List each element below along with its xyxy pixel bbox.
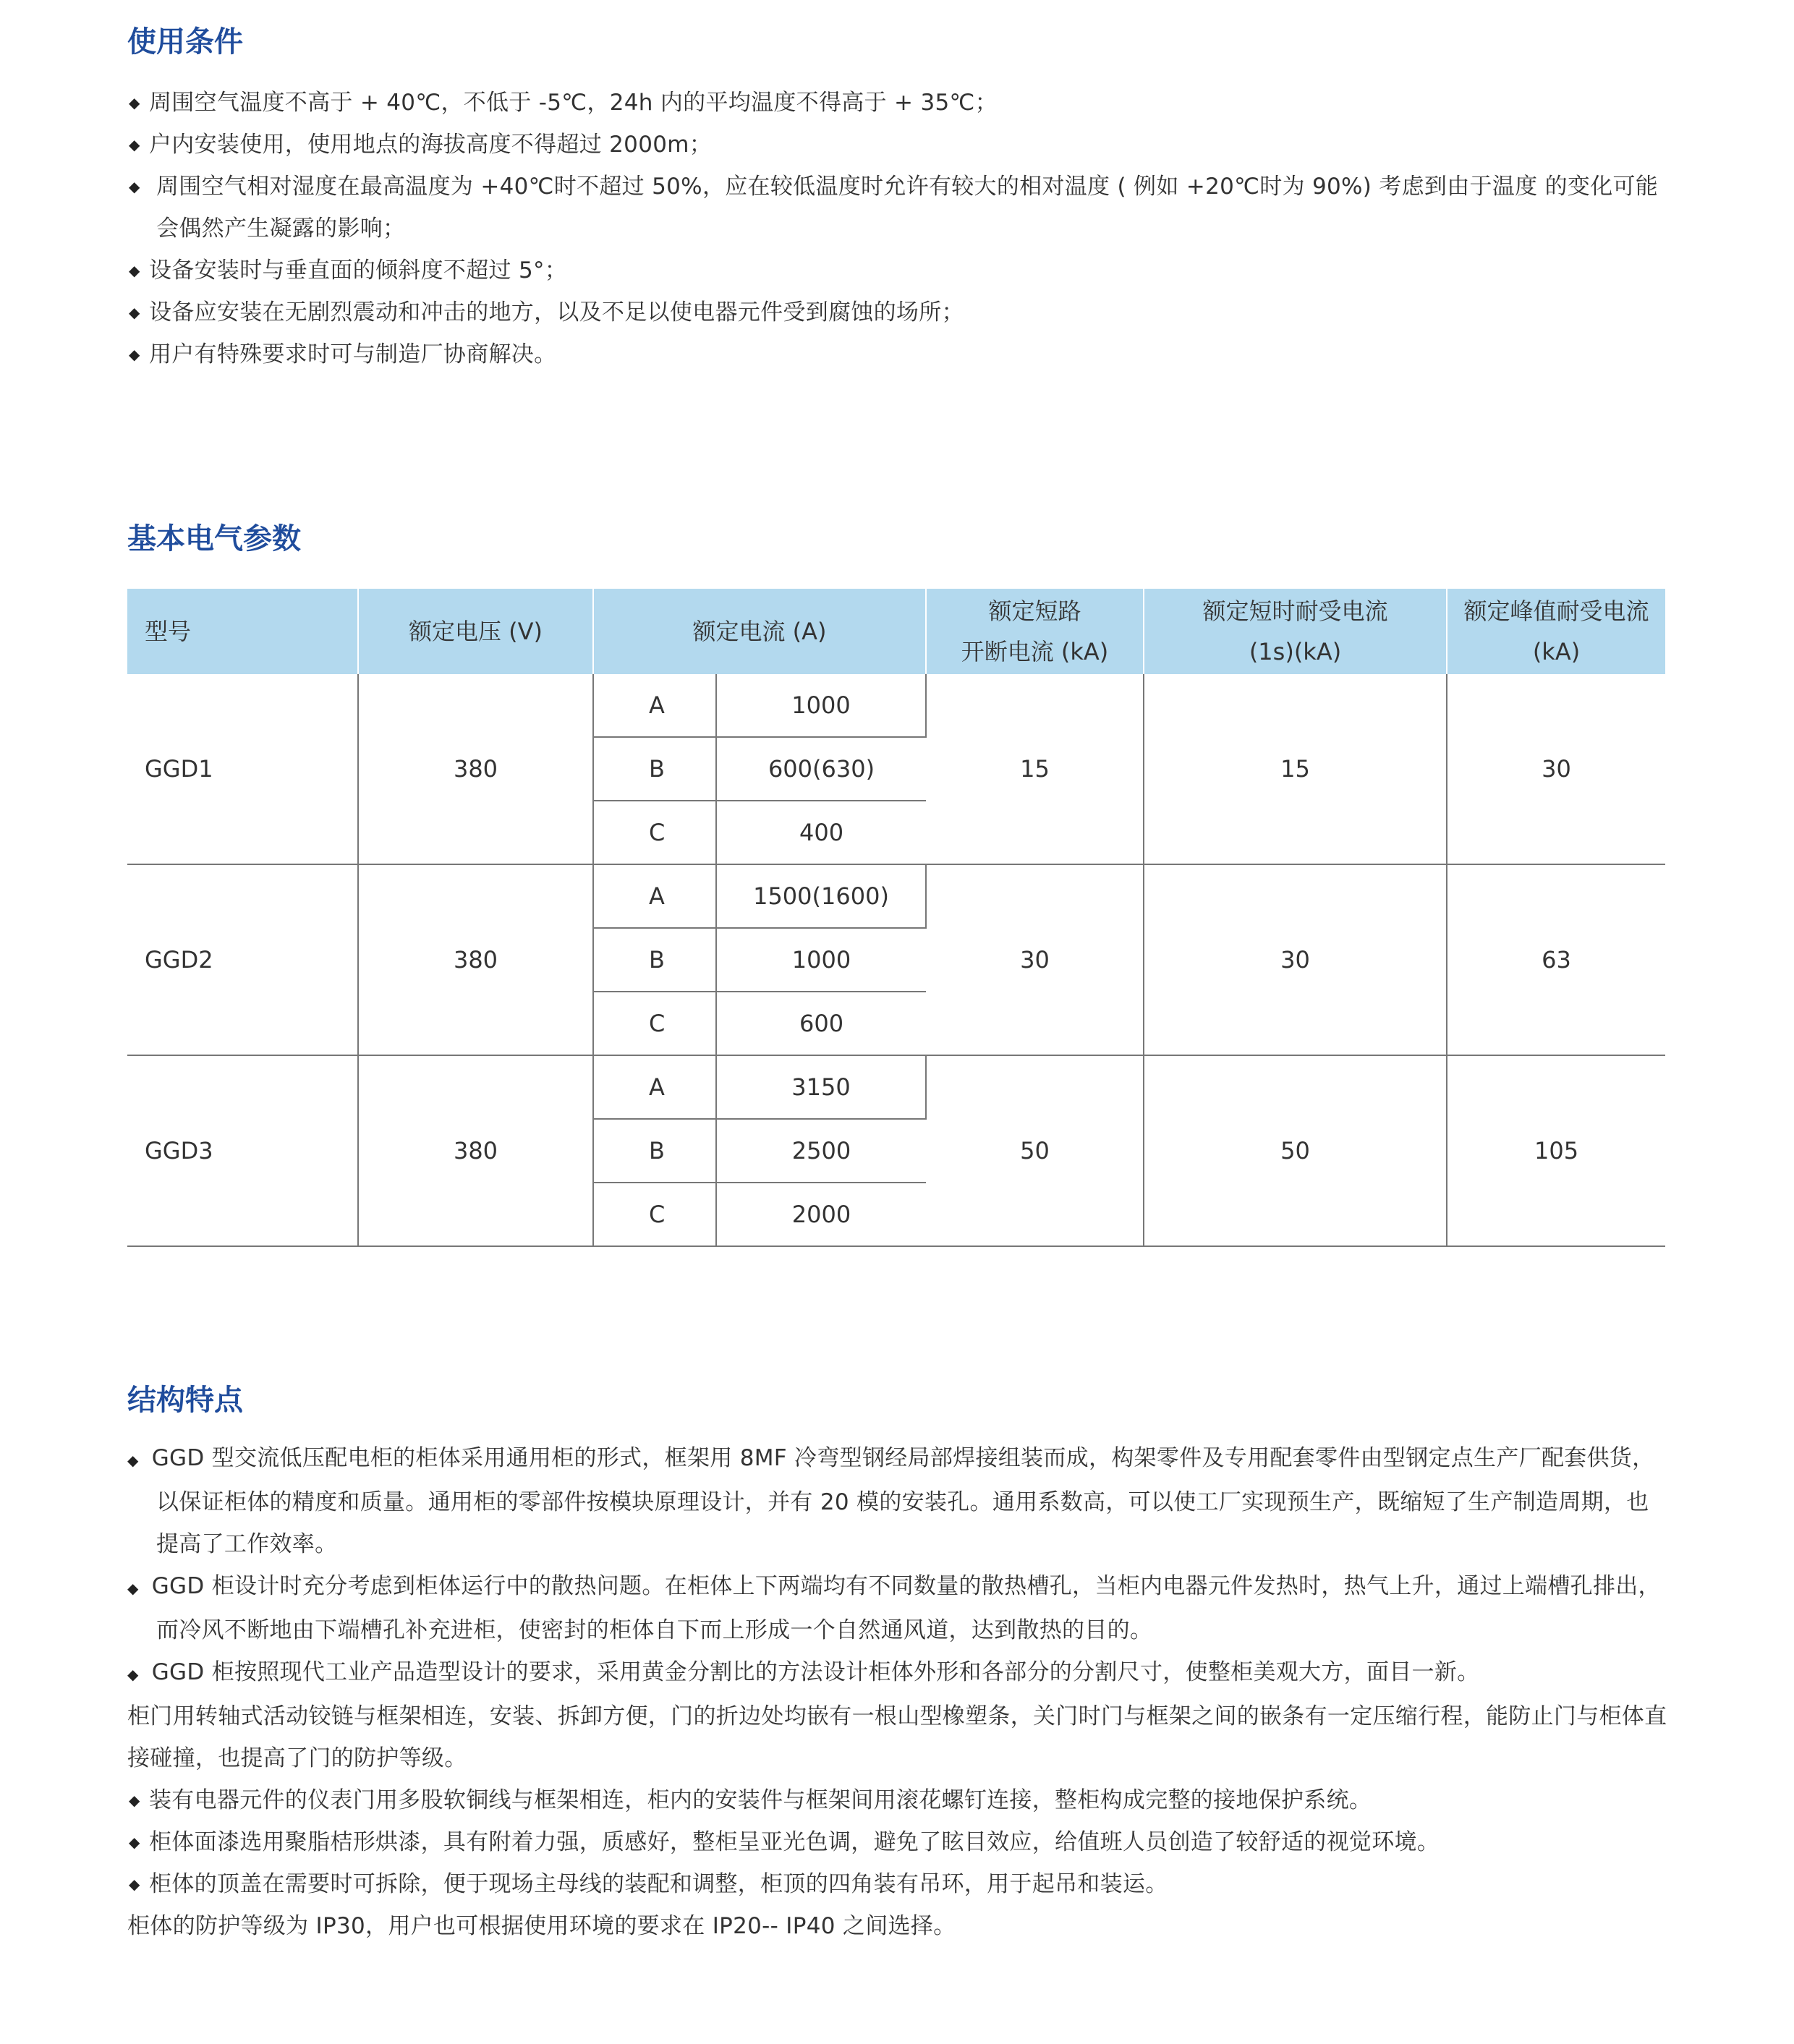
cell-breaking: 15 <box>926 674 1144 864</box>
cell-voltage: 380 <box>358 674 593 864</box>
list-item: 柜门用转轴式活动铰链与框架相连，安装、拆卸方便，门的折边处均嵌有一根山型橡塑条，关门时门与框架之间的嵌条有一定压缩行程，能防止门与柜体直接碰撞，也提高了门的防护等级。 <box>127 1703 1667 1771</box>
list-item: ◆ 柜体的顶盖在需要时可拆除，便于现场主母线的装配和调整，柜顶的四角装有吊环，用于起吊和装运。 <box>127 1863 1668 1905</box>
cell-grade: B <box>593 737 716 801</box>
diamond-bullet-icon: ◆ <box>129 346 140 363</box>
cell-peak: 30 <box>1447 674 1665 864</box>
cell-grade: C <box>593 1183 716 1246</box>
cell-current: 2500 <box>716 1119 926 1183</box>
cell-current: 1500(1600) <box>716 864 926 928</box>
diamond-bullet-icon: ◆ <box>129 1875 140 1893</box>
cell-peak: 105 <box>1447 1055 1665 1246</box>
cell-voltage: 380 <box>358 864 593 1055</box>
header-short-time: 额定短时耐受电流 (1s)(kA) <box>1144 589 1447 674</box>
diamond-bullet-icon: ◆ <box>129 304 140 321</box>
cell-grade: A <box>593 864 716 928</box>
diamond-bullet-icon: ◆ <box>129 178 140 195</box>
cell-grade: C <box>593 801 716 864</box>
cell-current: 1000 <box>716 674 926 737</box>
cell-breaking: 50 <box>926 1055 1144 1246</box>
cell-short-time: 50 <box>1144 1055 1447 1246</box>
list-item: ◆ 周围空气温度不高于 + 40℃，不低于 -5℃，24h 内的平均温度不得高于 + 35℃； <box>127 82 1668 124</box>
list-item: ◆ 设备应安装在无剧烈震动和冲击的地方，以及不足以使电器元件受到腐蚀的场所； <box>127 291 1668 333</box>
diamond-bullet-icon: ◆ <box>129 262 140 279</box>
table-row <box>127 674 1665 737</box>
params-title: 基本电气参数 <box>127 522 301 555</box>
diamond-bullet-icon: ◆ <box>129 94 140 111</box>
diamond-bullet-icon: ◆ <box>127 1666 139 1683</box>
cell-breaking: 30 <box>926 864 1144 1055</box>
cell-model: GGD3 <box>127 1055 358 1246</box>
cell-current: 3150 <box>716 1055 926 1119</box>
cell-grade: B <box>593 928 716 992</box>
diamond-bullet-icon: ◆ <box>129 136 140 153</box>
list-item: ◆ 设备安装时与垂直面的倾斜度不超过 5°； <box>127 250 1668 291</box>
list-item: ◆ 户内安装使用，使用地点的海拔高度不得超过 2000m； <box>127 124 1668 166</box>
cell-current: 600(630) <box>716 737 926 801</box>
conditions-title: 使用条件 <box>127 25 243 59</box>
list-item: ◆ GGD 柜设计时充分考虑到柜体运行中的散热问题。在柜体上下两端均有不同数量的散热槽孔，当柜内电器元件发热时，热气上升，通过上端槽孔排出，而冷风不断地由下端槽孔补充进柜，使密封的柜体自下而上形成一个自然通风道，达到散热的目的。 <box>127 1573 1661 1643</box>
header-current: 额定电流 (A) <box>593 589 926 674</box>
diamond-bullet-icon: ◆ <box>127 1452 139 1469</box>
cell-current: 400 <box>716 801 926 864</box>
diamond-bullet-icon: ◆ <box>129 1834 140 1851</box>
cell-current: 1000 <box>716 928 926 992</box>
header-peak: 额定峰值耐受电流 (kA) <box>1447 589 1665 674</box>
list-item: ◆ 装有电器元件的仪表门用多股软铜线与框架相连，柜内的安装件与框架间用滚花螺钉连接，整柜构成完整的接地保护系统。 <box>127 1779 1668 1821</box>
structure-title: 结构特点 <box>127 1384 243 1417</box>
cell-voltage: 380 <box>358 1055 593 1246</box>
cell-short-time: 30 <box>1144 864 1447 1055</box>
header-voltage: 额定电压 (V) <box>358 589 593 674</box>
list-item: ◆ 周围空气相对湿度在最高温度为 +40℃时不超过 50%，应在较低温度时允许有较大的相对温度 ( 例如 +20℃时为 90%) 考虑到由于温度 的变化可能会偶然产生凝露的影响； <box>127 166 1668 250</box>
list-item: ◆ GGD 柜按照现代工业产品造型设计的要求，采用黄金分割比的方法设计柜体外形和各部分的分割尺寸，使整柜美观大方，面目一新。 <box>127 1659 1480 1685</box>
cell-peak: 63 <box>1447 864 1665 1055</box>
list-item: ◆ 用户有特殊要求时可与制造厂协商解决。 <box>127 333 1668 375</box>
params-table <box>127 589 1665 1247</box>
cell-current: 600 <box>716 992 926 1055</box>
list-item: 柜体的防护等级为 IP30，用户也可根据使用环境的要求在 IP20-- IP40 之间选择。 <box>127 1913 956 1939</box>
cell-grade: A <box>593 1055 716 1119</box>
cell-grade: B <box>593 1119 716 1183</box>
cell-current: 2000 <box>716 1183 926 1246</box>
list-item: ◆ GGD 型交流低压配电柜的柜体采用通用柜的形式，框架用 8MF 冷弯型钢经局部焊接组装而成，构架零件及专用配套零件由型钢定点生产厂配套供货，以保证柜体的精度和质量。通用柜的零部件按模块原理设计，并有 20 模的安装孔。通用系数高，可以使工厂实现预生产，既缩短了生产制造周期，也提高了工作效率。 <box>127 1445 1655 1557</box>
cell-grade: C <box>593 992 716 1055</box>
structure-list <box>127 1437 1668 1947</box>
cell-short-time: 15 <box>1144 674 1447 864</box>
header-model: 型号 <box>127 589 358 674</box>
header-breaking: 额定短路 开断电流 (kA) <box>926 589 1144 674</box>
table-header-row <box>127 589 1665 674</box>
cell-model: GGD2 <box>127 864 358 1055</box>
cell-model: GGD1 <box>127 674 358 864</box>
list-item: ◆ 柜体面漆选用聚脂桔形烘漆，具有附着力强，质感好，整柜呈亚光色调，避免了眩目效应，给值班人员创造了较舒适的视觉环境。 <box>127 1821 1668 1863</box>
diamond-bullet-icon: ◆ <box>129 1792 140 1809</box>
conditions-list <box>127 82 1668 375</box>
table-row <box>127 864 1665 928</box>
diamond-bullet-icon: ◆ <box>127 1580 139 1597</box>
table-row <box>127 1055 1665 1119</box>
params-table-wrapper <box>127 589 1665 1247</box>
cell-grade: A <box>593 674 716 737</box>
